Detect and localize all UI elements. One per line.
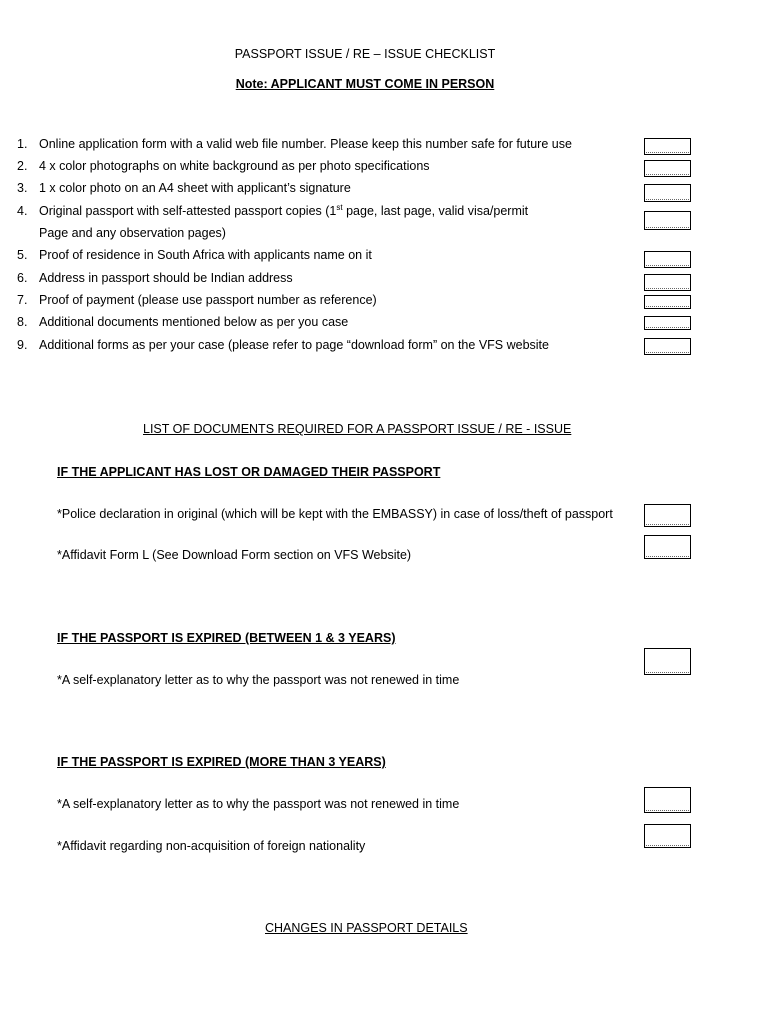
item-number: 4. bbox=[17, 204, 28, 218]
list-item: *Affidavit regarding non-acquisition of foreign nationality bbox=[57, 839, 366, 853]
item-text-continued: Page and any observation pages) bbox=[39, 226, 226, 240]
item-text: 1 x color photo on an A4 sheet with applicant’s signature bbox=[39, 181, 351, 195]
checkbox-item-9[interactable] bbox=[644, 338, 691, 355]
checkbox-item-4[interactable] bbox=[644, 211, 691, 230]
item-number: 5. bbox=[17, 248, 28, 262]
checkbox-item-7[interactable] bbox=[644, 295, 691, 309]
list-item: *Police declaration in original (which will be kept with the EMBASSY) in case of loss/theft of passport bbox=[57, 507, 613, 521]
item-number: 2. bbox=[17, 159, 28, 173]
item-text: Additional forms as per your case (please refer to page “download form” on the VFS website bbox=[39, 338, 549, 352]
checkbox-affidavit-nationality[interactable] bbox=[644, 824, 691, 848]
checkbox-letter-1-3[interactable] bbox=[644, 648, 691, 675]
item-text: Address in passport should be Indian address bbox=[39, 271, 293, 285]
item-text: 4 x color photographs on white background as per photo specifications bbox=[39, 159, 430, 173]
documents-heading: LIST OF DOCUMENTS REQUIRED FOR A PASSPORT ISSUE / RE - ISSUE bbox=[143, 422, 572, 436]
item-text: Proof of residence in South Africa with applicants name on it bbox=[39, 248, 372, 262]
item-number: 8. bbox=[17, 315, 28, 329]
checkbox-item-5[interactable] bbox=[644, 251, 691, 268]
list-item: *Affidavit Form L (See Download Form section on VFS Website) bbox=[57, 548, 412, 562]
checkbox-item-8[interactable] bbox=[644, 316, 691, 330]
item-text: Original passport with self-attested passport copies (1st page, last page, valid visa/permit bbox=[39, 203, 529, 218]
item-text: Proof of payment (please use passport number as reference) bbox=[39, 293, 377, 307]
section-heading-lost-damaged: IF THE APPLICANT HAS LOST OR DAMAGED THEIR PASSPORT bbox=[57, 465, 441, 479]
item-text: Online application form with a valid web file number. Please keep this number safe for future use bbox=[39, 137, 572, 151]
changes-heading: CHANGES IN PASSPORT DETAILS bbox=[265, 921, 468, 935]
checkbox-police-declaration[interactable] bbox=[644, 504, 691, 527]
item-number: 9. bbox=[17, 338, 28, 352]
section-heading-expired-over-3: IF THE PASSPORT IS EXPIRED (MORE THAN 3 YEARS) bbox=[57, 755, 386, 769]
page-title: PASSPORT ISSUE / RE – ISSUE CHECKLIST bbox=[234, 47, 496, 61]
checkbox-item-3[interactable] bbox=[644, 184, 691, 202]
checkbox-letter-over-3[interactable] bbox=[644, 787, 691, 813]
item-number: 1. bbox=[17, 137, 28, 151]
section-heading-expired-1-3: IF THE PASSPORT IS EXPIRED (BETWEEN 1 & 3 YEARS) bbox=[57, 631, 396, 645]
checkbox-affidavit-form-l[interactable] bbox=[644, 535, 691, 559]
checkbox-item-6[interactable] bbox=[644, 274, 691, 291]
checkbox-item-1[interactable] bbox=[644, 138, 691, 155]
list-item: *A self-explanatory letter as to why the passport was not renewed in time bbox=[57, 673, 460, 687]
list-item: *A self-explanatory letter as to why the passport was not renewed in time bbox=[57, 797, 460, 811]
item-number: 6. bbox=[17, 271, 28, 285]
checkbox-item-2[interactable] bbox=[644, 160, 691, 177]
item-text: Additional documents mentioned below as per you case bbox=[39, 315, 349, 329]
item-number: 3. bbox=[17, 181, 28, 195]
note: Note: APPLICANT MUST COME IN PERSON bbox=[235, 77, 495, 91]
item-number: 7. bbox=[17, 293, 28, 307]
